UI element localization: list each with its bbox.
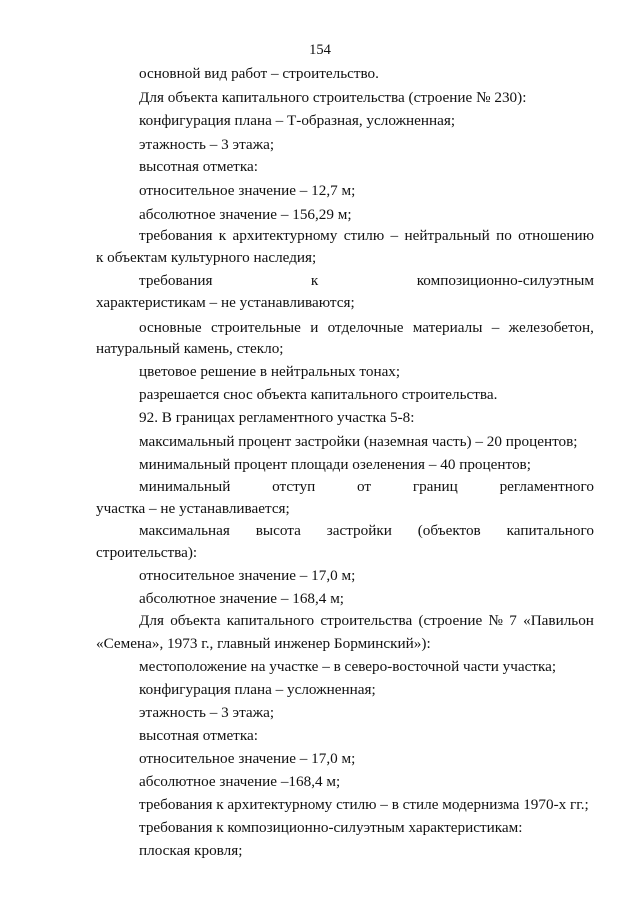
text-line <box>139 521 594 541</box>
word: композиционно-силуэтным <box>416 272 594 289</box>
text-line: натуральный камень, стекло; <box>96 340 284 357</box>
text-line <box>139 271 594 291</box>
text-line: характеристикам – не устанавливаются; <box>96 294 355 311</box>
word: строительства <box>320 612 413 629</box>
word: объекта <box>170 612 221 629</box>
page-number: 154 <box>309 42 331 58</box>
text-line: минимальный процент площади озеленения – 40 процентов; <box>139 456 531 473</box>
word: стилю <box>343 227 385 244</box>
text-line: к объектам культурного наследия; <box>96 249 317 266</box>
text-line: абсолютное значение – 156,29 м; <box>139 206 352 223</box>
text-line: конфигурация плана – усложненная; <box>139 681 376 698</box>
word: границ <box>412 478 458 495</box>
word: архитектурному <box>232 227 338 244</box>
word: капитального <box>226 612 315 629</box>
text-line: высотная отметка: <box>139 158 258 175</box>
text-line <box>139 611 594 631</box>
word: Для <box>139 612 164 629</box>
word: основные <box>139 319 202 336</box>
word: капитального <box>506 522 594 539</box>
text-line: «Семена», 1973 г., главный инженер Борминский»): <box>96 635 431 652</box>
word: минимальный <box>139 478 231 495</box>
word: (объектов <box>417 522 481 539</box>
text-line: относительное значение – 12,7 м; <box>139 182 356 199</box>
word: № <box>488 612 503 629</box>
text-line: относительное значение – 17,0 м; <box>139 567 356 584</box>
text-line: этажность – 3 этажа; <box>139 704 275 721</box>
text-line <box>139 318 594 338</box>
word: (строение <box>418 612 483 629</box>
word: по <box>496 227 512 244</box>
word: строительные <box>211 319 301 336</box>
text-line: абсолютное значение –168,4 м; <box>139 773 341 790</box>
word: – <box>390 227 399 244</box>
word: «Павильон <box>523 612 594 629</box>
text-line: конфигурация плана – Т-образная, усложненная; <box>139 112 456 129</box>
word: и <box>310 319 319 336</box>
word: к <box>310 272 319 289</box>
text-line: плоская кровля; <box>139 842 243 859</box>
text-line: абсолютное значение – 168,4 м; <box>139 590 345 607</box>
word: отношению <box>518 227 594 244</box>
text-line: 92. В границах регламентного участка 5-8: <box>139 409 415 426</box>
text-line: этажность – 3 этажа; <box>139 136 275 153</box>
text-line: цветовое решение в нейтральных тонах; <box>139 363 401 380</box>
text-line: основной вид работ – строительство. <box>139 65 379 82</box>
text-line: высотная отметка: <box>139 727 258 744</box>
word: высота <box>255 522 301 539</box>
word: железобетон, <box>508 319 594 336</box>
word: отступ <box>272 478 316 495</box>
text-line: строительства): <box>96 544 198 561</box>
text-line: требования к композиционно-силуэтным характеристикам: <box>139 819 523 836</box>
word: 7 <box>509 612 517 629</box>
word: отделочные <box>327 319 404 336</box>
word: от <box>357 478 372 495</box>
text-line: требования к архитектурному стилю – в стиле модернизма 1970-х гг.; <box>139 796 589 813</box>
word: нейтральный <box>404 227 490 244</box>
word: к <box>218 227 227 244</box>
word: – <box>491 319 500 336</box>
text-line: относительное значение – 17,0 м; <box>139 750 356 767</box>
word: требования <box>139 272 213 289</box>
text-line: участка – не устанавливается; <box>96 500 290 517</box>
text-line: разрешается снос объекта капитального строительства. <box>139 386 498 403</box>
word: регламентного <box>499 478 594 495</box>
word: застройки <box>326 522 392 539</box>
text-line <box>139 226 594 246</box>
text-line: местоположение на участке – в северо-восточной части участка; <box>139 658 557 675</box>
word: материалы <box>412 319 483 336</box>
text-line: максимальный процент застройки (наземная часть) – 20 процентов; <box>139 433 578 450</box>
text-line <box>139 477 594 497</box>
word: максимальная <box>139 522 230 539</box>
text-line: Для объекта капитального строительства (строение № 230): <box>139 89 527 106</box>
word: требования <box>139 227 213 244</box>
